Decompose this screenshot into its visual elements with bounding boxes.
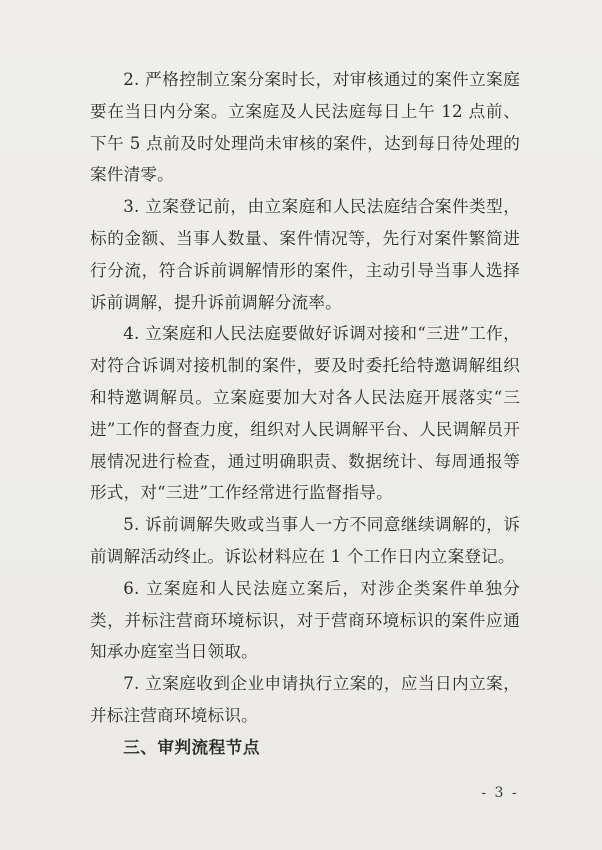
page-number: - 3 - — [481, 785, 519, 801]
document-body — [90, 64, 520, 764]
paragraph-item-7: 7. 立案庭收到企业申请执行立案的，应当日内立案，并标注营商环境标识。 — [90, 674, 520, 725]
paragraph-item-6: 6. 立案庭和人民法庭立案后，对涉企类案件单独分类，并标注营商环境标识，对于营商环境标识的案件应通知承办庭室当日领取。 — [90, 578, 520, 662]
paragraph-item-3: 3. 立案登记前，由立案庭和人民法庭结合案件类型，标的金额、当事人数量、案件情况等，先行对案件繁简进行分流，符合诉前调解情形的案件，主动引导当事人选择诉前调解，提升诉前调解分流率。 — [90, 197, 520, 312]
paragraph-item-5: 5. 诉前调解失败或当事人一方不同意继续调解的，诉前调解活动终止。诉讼材料应在 1 个工作日内立案登记。 — [90, 515, 520, 566]
paragraph-item-2: 2. 严格控制立案分案时长，对审核通过的案件立案庭要在当日内分案。立案庭及人民法庭每日上午 12 点前、下午 5 点前及时处理尚未审核的案件，达到每日待处理的案件清零。 — [90, 70, 520, 185]
section-heading: 三、审判流程节点 — [123, 737, 260, 757]
paragraph-item-4: 4. 立案庭和人民法庭要做好诉调对接和“三进”工作，对符合诉调对接机制的案件，要及时委托给特邀调解组织和特邀调解员。立案庭要加大对各人民法庭开展落实“三进”工作的督查力度，组织对人民调解平台、人民调解员开展情况进行检查，通过明确职责、数据统计、每周通报等形式，对“三进”工作经常进行监督指导。 — [90, 324, 520, 503]
